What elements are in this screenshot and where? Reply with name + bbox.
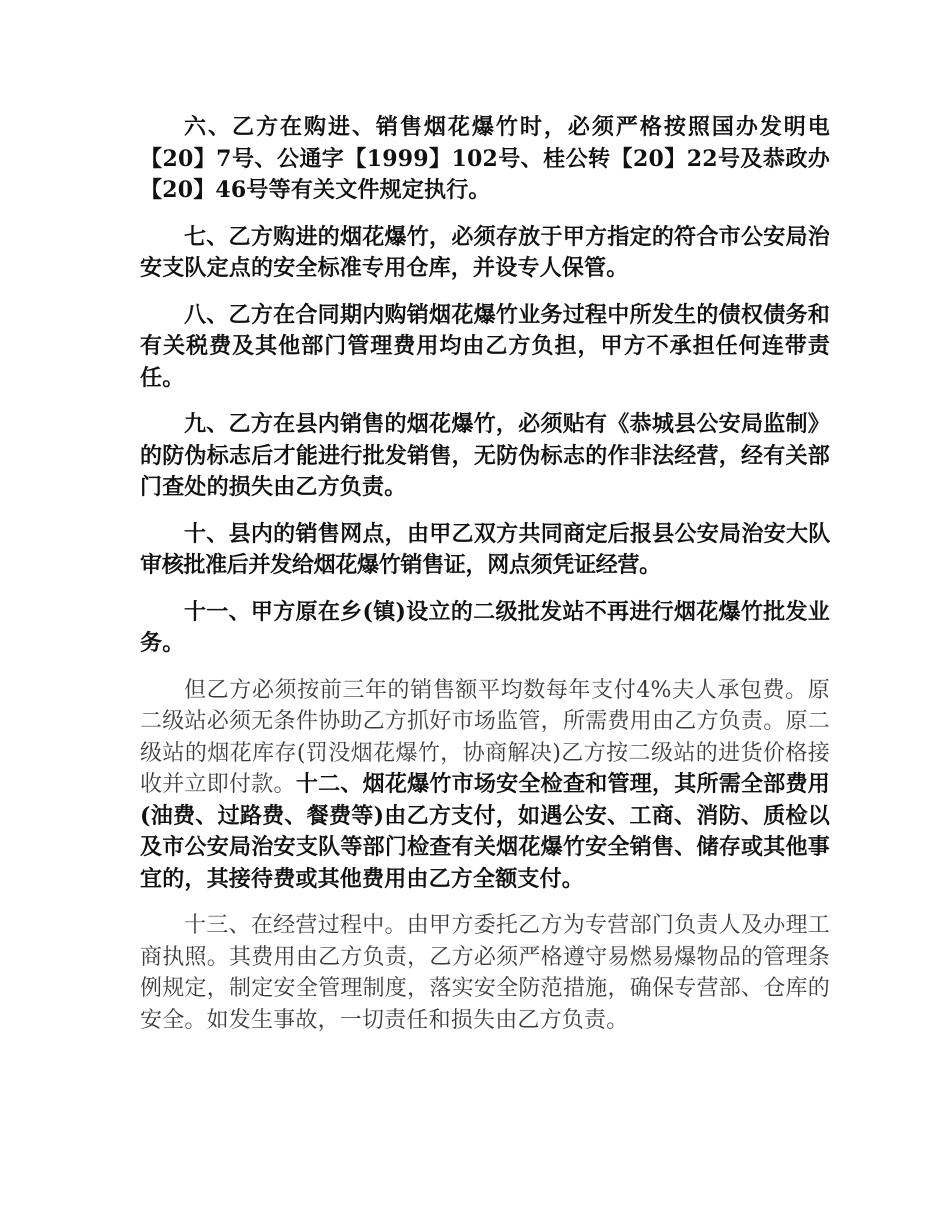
clause-7: 七、乙方购进的烟花爆竹，必须存放于甲方指定的符合市公安局治安支队定点的安全标准专用仓库，并设专人保管。 xyxy=(140,223,830,281)
clause-10: 十、县内的销售网点，由甲乙双方共同商定后报县公安局治安大队审核批准后并发给烟花爆竹销售证，网点须凭证经营。 xyxy=(140,520,830,578)
clause-6: 六、乙方在购进、销售烟花爆竹时，必须严格按照国办发明电【20】7号、公通字【1999】102号、桂公转【20】22号及恭政办【20】46号等有关文件规定执行。 xyxy=(140,114,830,203)
clause-9: 九、乙方在县内销售的烟花爆竹，必须贴有《恭城县公安局监制》的防伪标志后才能进行批发销售，无防伪标志的作非法经营，经有关部门查处的损失由乙方负责。 xyxy=(140,411,830,500)
clause-8: 八、乙方在合同期内购销烟花爆竹业务过程中所发生的债权债务和有关税费及其他部门管理费用均由乙方负担，甲方不承担任何连带责任。 xyxy=(140,301,830,391)
clause-13: 十三、在经营过程中。由甲方委托乙方为专营部门负责人及办理工商执照。其费用由乙方负责，乙方必须严格遵守易燃易爆物品的管理条例规定，制定安全管理制度，落实安全防范措施，确保专营部、仓库的安全。如发生事故，一切责任和损失由乙方负责。 xyxy=(140,913,830,1033)
clause-11-continuation xyxy=(140,675,830,896)
clause-11: 十一、甲方原在乡(镇)设立的二级批发站不再进行烟花爆竹批发业务。 xyxy=(140,598,830,656)
clause-11-continuation-text: 但乙方必须按前三年的销售额平均数每年支付4%夫人承包费。原二级站必须无条件协助乙方抓好市场监管，所需费用由乙方负责。原二级站的烟花库存(罚没烟花爆竹，协商解决)乙方按二级站的进货价格接收并立即付款。 xyxy=(140,677,830,797)
document-page xyxy=(140,112,830,1051)
clause-12: 十二、烟花爆竹市场安全检查和管理，其所需全部费用(油费、过路费、餐费等)由乙方支付，如遇公安、工商、消防、质检以及市公安局治安支队等部门检查有关烟花爆竹安全销售、储存或其他事宜的，其接待费或其他费用由乙方全额支付。 xyxy=(140,771,830,892)
